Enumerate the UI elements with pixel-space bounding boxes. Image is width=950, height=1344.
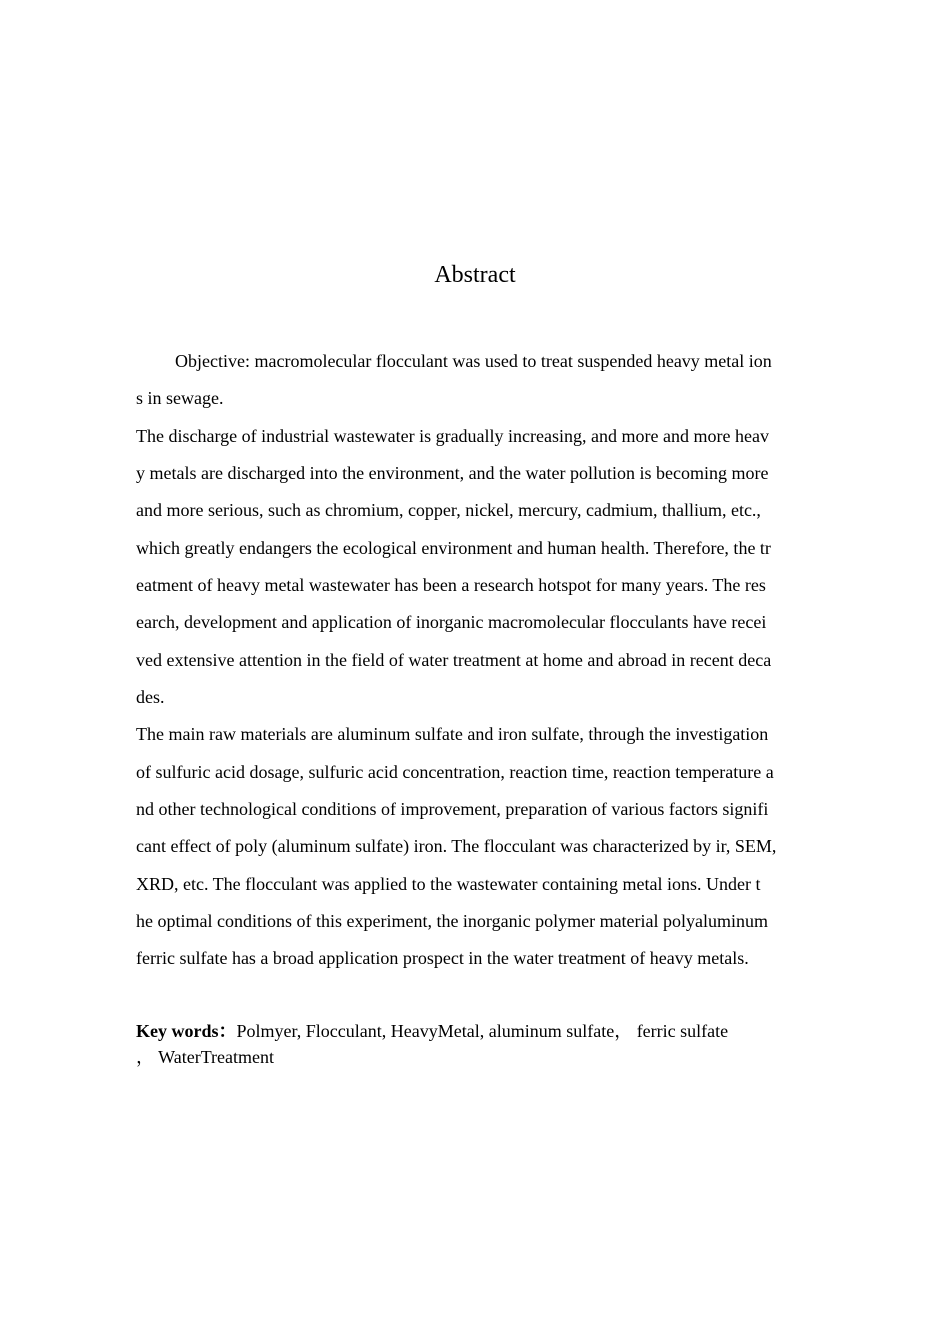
keywords-label: Key words： <box>136 1021 237 1041</box>
keywords-list: Polmyer, Flocculant, HeavyMetal, aluminum sulfate， ferric sulfate <box>236 1021 729 1041</box>
abstract-line: The main raw materials are aluminum sulfate and iron sulfate, through the investigation <box>136 724 769 744</box>
abstract-line: des. <box>136 687 165 707</box>
page-title: Abstract <box>434 262 516 288</box>
abstract-line: nd other technological conditions of improvement, preparation of various factors signifi <box>136 799 769 819</box>
abstract-line: ferric sulfate has a broad application prospect in the water treatment of heavy metals. <box>136 948 749 968</box>
abstract-line: of sulfuric acid dosage, sulfuric acid concentration, reaction time, reaction temperature a <box>136 762 774 782</box>
abstract-line: he optimal conditions of this experiment, the inorganic polymer material polyaluminum <box>136 911 769 931</box>
keywords-line <box>136 1019 728 1043</box>
abstract-line: earch, development and application of inorganic macromolecular flocculants have recei <box>136 612 767 632</box>
keywords-line-continued: ， WaterTreatment <box>136 1047 275 1067</box>
abstract-line: s in sewage. <box>136 388 224 408</box>
abstract-line: cant effect of poly (aluminum sulfate) iron. The flocculant was characterized by ir, SEM, <box>136 836 777 856</box>
abstract-line: ved extensive attention in the field of water treatment at home and abroad in recent deca <box>136 650 772 670</box>
abstract-line: y metals are discharged into the environment, and the water pollution is becoming more <box>136 463 769 483</box>
abstract-line: which greatly endangers the ecological environment and human health. Therefore, the tr <box>136 538 771 558</box>
abstract-line: eatment of heavy metal wastewater has been a research hotspot for many years. The res <box>136 575 766 595</box>
abstract-line: XRD, etc. The flocculant was applied to the wastewater containing metal ions. Under t <box>136 874 761 894</box>
abstract-line: Objective: macromolecular flocculant was used to treat suspended heavy metal ion <box>175 351 772 371</box>
abstract-line: and more serious, such as chromium, copper, nickel, mercury, cadmium, thallium, etc., <box>136 500 761 520</box>
abstract-line: The discharge of industrial wastewater is gradually increasing, and more and more heav <box>136 426 769 446</box>
